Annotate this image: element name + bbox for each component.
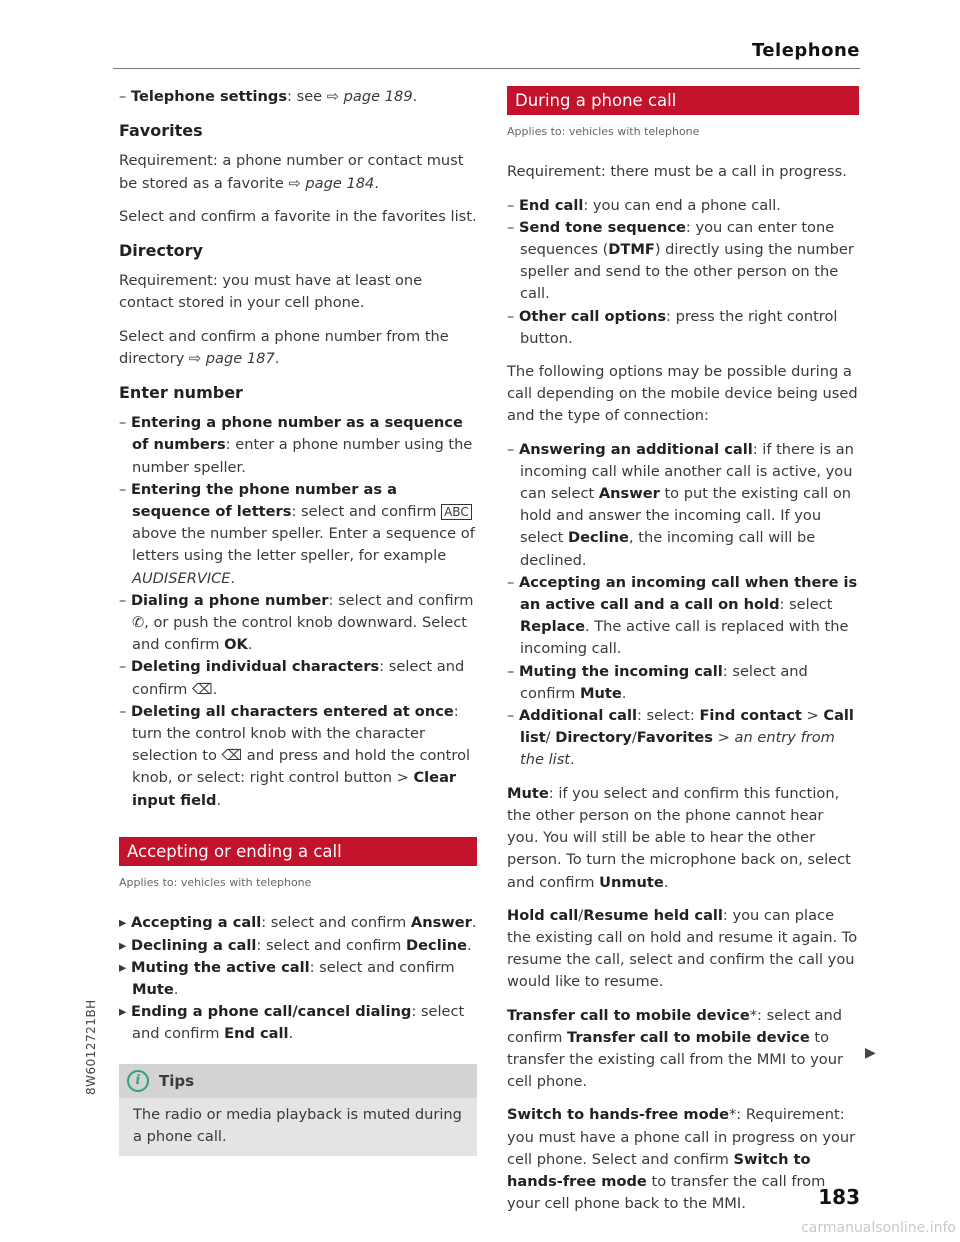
list-item: – Accepting an incoming call when there is an active call and a call on hold: select Replace. The active call is replaced with the incoming call. [507, 573, 858, 658]
list-item: – Deleting all characters entered at once: turn the control knob with the character selection to ⌫ and press and hold the control knob, or select: right control button > Clear input field. [119, 702, 471, 809]
page-ref-link[interactable]: page 189 [343, 88, 413, 105]
list-item: – Entering a phone number as a sequence of numbers: enter a phone number using the number speller. [119, 414, 473, 476]
list-item: ▸ Muting the active call: select and confirm Mute. [119, 958, 455, 998]
list-item: ▸ Accepting a call: select and confirm Answer. [119, 914, 477, 932]
list-item: – End call: you can end a phone call. [507, 196, 781, 214]
telephone-settings-item: – Telephone settings: see ⇨ page 189. [119, 88, 418, 105]
additional-options-list [507, 439, 859, 772]
enter-number-list [119, 412, 477, 812]
left-column [119, 86, 477, 1156]
list-item: ▸ Declining a call: select and confirm Decline. [119, 936, 472, 954]
favorites-heading: Favorites [119, 121, 203, 141]
directory-requirement: Requirement: you must have at least one contact stored in your cell phone. [119, 272, 423, 312]
abc-key: ABC [441, 504, 472, 520]
mute-paragraph: Mute: if you select and confirm this function, the other person on the phone cannot hear you. You will still be able to hear the other person. To turn the microphone back on, select and confirm Unmute. [507, 784, 851, 891]
continue-arrow-icon: ▶ [865, 1045, 876, 1061]
list-item: – Other call options: press the right control button. [507, 307, 838, 347]
document-id: 8W6012721BH [84, 999, 98, 1095]
switch-paragraph: Switch to hands-free mode*: Requirement: you must have a phone call in progress on your cell phone. Select and confirm Switch to hands-free mode to transfer the call from your cell phone back to the MMI. [507, 1106, 856, 1213]
accepting-section-heading: Accepting or ending a call [119, 837, 477, 866]
favorites-requirement: Requirement: a phone number or contact must be stored as a favorite ⇨ page 184. [119, 152, 464, 192]
header-rule [113, 68, 860, 69]
page-ref-link[interactable]: page 184 [305, 174, 375, 192]
during-options-list [507, 195, 859, 350]
following-options-intro: The following options may be possible during a call depending on the mobile device being used and the type of connection: [507, 363, 858, 425]
tips-text: The radio or media playback is muted during a phone call. [133, 1105, 462, 1145]
list-item: – Muting the incoming call: select and confirm Mute. [507, 662, 808, 702]
info-icon: i [127, 1070, 149, 1092]
watermark: carmanualsonline.info [801, 1220, 956, 1236]
tips-box [119, 1064, 477, 1157]
list-item: – Dialing a phone number: select and confirm ✆, or push the control knob downward. Select and confirm OK. [119, 591, 474, 654]
applies-note: Applies to: vehicles with telephone [507, 125, 700, 139]
running-header-title: Telephone [751, 40, 860, 61]
favorites-select: Select and confirm a favorite in the favorites list. [119, 207, 477, 225]
during-section-heading: During a phone call [507, 86, 859, 115]
list-item: – Deleting individual characters: select and confirm ⌫. [119, 658, 465, 698]
list-item: – Answering an additional call: if there is an incoming call while another call is active, you can select Answer to put the existing call on hold and answer the incoming call. If you select Decline, the incoming call will be declined. [507, 440, 854, 569]
directory-heading: Directory [119, 241, 203, 261]
page-ref-link[interactable]: page 187 [205, 349, 275, 367]
hold-paragraph: Hold call/Resume held call: you can place the existing call on hold and resume it again. To resume the call, select and confirm the call you would like to resume. [507, 906, 858, 991]
enter-number-heading: Enter number [119, 383, 243, 403]
tips-header [119, 1064, 477, 1098]
applies-note: Applies to: vehicles with telephone [119, 876, 312, 890]
transfer-paragraph: Transfer call to mobile device*: select and confirm Transfer call to mobile device to transfer the existing call from the MMI to your cell phone. [507, 1006, 843, 1091]
right-column [507, 86, 859, 1226]
tips-heading: Tips [159, 1071, 195, 1090]
during-requirement: Requirement: there must be a call in progress. [507, 163, 847, 181]
list-item: – Send tone sequence: you can enter tone sequences (DTMF) directly using the number speller and send to the other person on the call. [507, 218, 854, 303]
list-item: – Entering the phone number as a sequence of letters: select and confirm ABC above the number speller. Enter a sequence of letters using the letter speller, for example AUDISERVICE. [119, 480, 475, 587]
page-number: 183 [818, 1185, 860, 1209]
directory-select: Select and confirm a phone number from the directory ⇨ page 187. [119, 327, 449, 367]
list-item: – Additional call: select: Find contact > Call list/ Directory/Favorites > an entry from the list. [507, 707, 854, 769]
list-item: ▸ Ending a phone call/cancel dialing: select and confirm End call. [119, 1003, 465, 1043]
